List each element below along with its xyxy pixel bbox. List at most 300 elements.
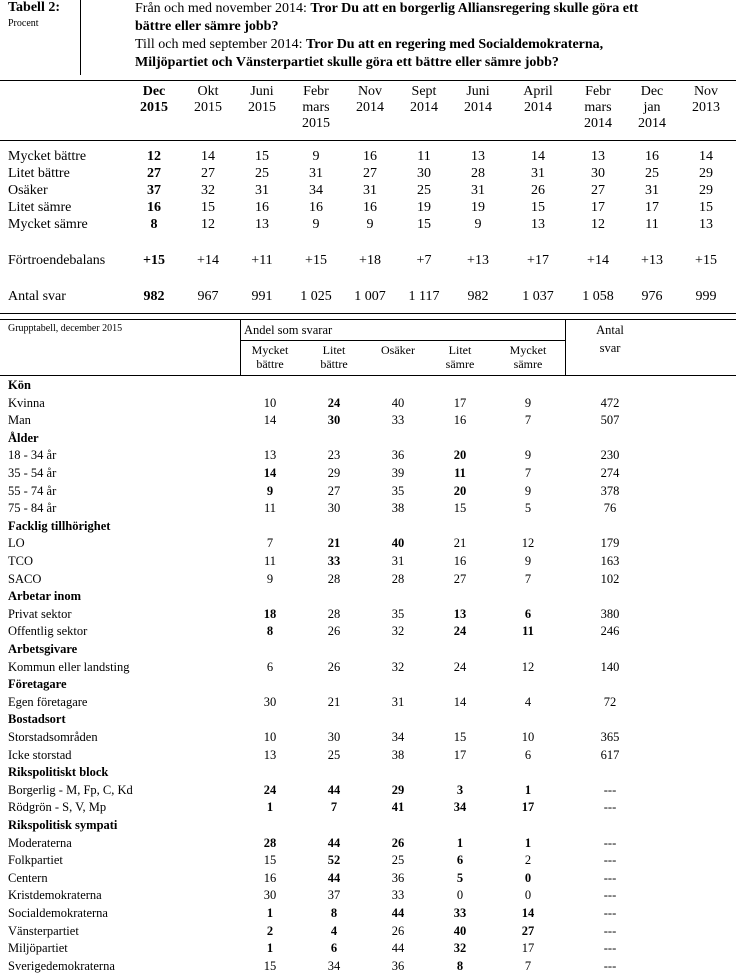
count-cell: --- bbox=[603, 853, 617, 868]
table-cell: 13 bbox=[531, 217, 545, 232]
table-cell: 10 bbox=[521, 730, 535, 744]
table-cell: 9 bbox=[312, 217, 320, 232]
table-cell: 30 bbox=[417, 166, 431, 181]
table-cell: 0 bbox=[456, 888, 464, 903]
row-label: 55 - 74 år bbox=[8, 483, 57, 498]
table-cell: +18 bbox=[359, 253, 381, 268]
row-label: Icke storstad bbox=[8, 747, 72, 762]
row-label: Kommun eller landsting bbox=[8, 659, 130, 674]
question-prefix: Från och med november 2014: bbox=[135, 1, 311, 16]
table-cell: 6 bbox=[266, 659, 274, 674]
table-cell: 6 bbox=[330, 941, 338, 956]
row-label: Kristdemokraterna bbox=[8, 888, 102, 903]
count-cell: 274 bbox=[600, 466, 620, 480]
table-cell: +17 bbox=[527, 253, 549, 268]
column-header: mars bbox=[302, 100, 330, 115]
table-cell: 4 bbox=[524, 694, 532, 709]
table-cell: 25 bbox=[417, 183, 431, 198]
group-right-divider bbox=[565, 320, 566, 375]
table-cell: 25 bbox=[645, 166, 659, 181]
table-cell: 9 bbox=[366, 217, 374, 232]
table-cell: 32 bbox=[453, 941, 467, 956]
table-cell: 7 bbox=[330, 800, 338, 815]
table-cell: 15 bbox=[699, 200, 713, 215]
table-cell: 1 bbox=[456, 835, 464, 850]
table-cell: 14 bbox=[201, 149, 215, 164]
table-cell: 34 bbox=[391, 730, 405, 744]
row-label: Borgerlig - M, Fp, C, Kd bbox=[8, 782, 133, 797]
table-cell: 15 bbox=[531, 200, 545, 215]
row-label: SACO bbox=[8, 571, 42, 586]
table-cell: 28 bbox=[263, 835, 277, 850]
row-label: 18 - 34 år bbox=[8, 448, 57, 463]
table-cell: 33 bbox=[391, 888, 405, 903]
balance-label: Förtroendebalans bbox=[8, 253, 106, 268]
column-header: 2013 bbox=[692, 100, 720, 115]
table-cell: 982 bbox=[467, 289, 489, 304]
table-cell: 15 bbox=[453, 730, 467, 744]
table-cell: 25 bbox=[255, 166, 269, 181]
column-header: 2014 bbox=[524, 100, 552, 115]
count-cell: 76 bbox=[603, 501, 617, 516]
table-cell: 31 bbox=[391, 694, 405, 709]
count-cell: 230 bbox=[600, 448, 620, 463]
table-cell: 40 bbox=[391, 395, 405, 410]
table-cell: 26 bbox=[531, 183, 545, 198]
table-cell: 27 bbox=[521, 923, 535, 938]
row-label: Privat sektor bbox=[8, 606, 72, 621]
table-cell: 12 bbox=[201, 217, 215, 232]
table-cell: 31 bbox=[391, 554, 405, 568]
table-cell: 14 bbox=[263, 413, 277, 428]
table-cell: 30 bbox=[263, 694, 277, 709]
table-cell: 16 bbox=[263, 870, 277, 885]
row-label: Litet sämre bbox=[8, 200, 72, 215]
column-header: 2014 bbox=[410, 100, 438, 115]
table-cell: 15 bbox=[453, 501, 467, 516]
table-cell: 24 bbox=[263, 782, 277, 797]
table-cell: 2 bbox=[266, 923, 274, 938]
table-cell: 13 bbox=[255, 217, 269, 232]
table-cell: 32 bbox=[201, 183, 215, 198]
table-cell: 7 bbox=[266, 536, 274, 551]
row-label: Vänsterpartiet bbox=[8, 923, 79, 938]
table3-top-rule bbox=[0, 319, 736, 320]
table-cell: 17 bbox=[521, 800, 535, 815]
question-line bbox=[135, 36, 638, 54]
table-cell: 30 bbox=[263, 888, 277, 903]
table-cell: 31 bbox=[309, 166, 323, 181]
column-header: Mycket bbox=[251, 343, 289, 357]
count-cell: 617 bbox=[600, 747, 620, 762]
column-header: Juni bbox=[466, 84, 490, 99]
table-cell: 33 bbox=[391, 413, 405, 428]
column-header: Nov bbox=[357, 84, 383, 99]
table-cell: 27 bbox=[327, 483, 341, 498]
column-header: jan bbox=[643, 100, 661, 115]
count-cell: --- bbox=[603, 941, 617, 956]
column-header: mars bbox=[584, 100, 612, 115]
question-line bbox=[135, 0, 638, 18]
table-cell: 21 bbox=[327, 536, 341, 551]
table-cell: 4 bbox=[330, 923, 338, 938]
question-line bbox=[135, 18, 638, 36]
table-cell: 31 bbox=[645, 183, 659, 198]
table-cell: 15 bbox=[417, 217, 431, 232]
column-header: April bbox=[523, 84, 553, 99]
table-cell: +13 bbox=[467, 253, 489, 268]
table-cell: 15 bbox=[255, 149, 269, 164]
table-cell: 15 bbox=[263, 958, 277, 973]
group-table-title: Grupptabell, december 2015 bbox=[8, 323, 123, 334]
table-cell: 24 bbox=[453, 659, 467, 674]
table-cell: 27 bbox=[591, 183, 605, 198]
section-heading: Facklig tillhörighet bbox=[8, 518, 111, 533]
table-cell: 6 bbox=[524, 747, 532, 762]
table-cell: +15 bbox=[695, 253, 717, 268]
table-cell: 9 bbox=[266, 571, 274, 586]
table-cell: 14 bbox=[453, 694, 467, 709]
table-cell: 35 bbox=[391, 483, 405, 498]
question-text bbox=[135, 0, 638, 72]
table-cell: 20 bbox=[453, 448, 467, 463]
table-cell: 36 bbox=[391, 448, 405, 463]
table-cell: 7 bbox=[524, 466, 532, 480]
table-cell: 1 025 bbox=[300, 289, 332, 304]
table-cell: 28 bbox=[327, 571, 341, 586]
table-cell: 16 bbox=[363, 149, 377, 164]
table-cell: 6 bbox=[524, 606, 532, 621]
row-label: Miljöpartiet bbox=[8, 941, 68, 956]
count-cell: --- bbox=[603, 958, 617, 973]
table-cell: 36 bbox=[391, 958, 405, 973]
count-cell: --- bbox=[603, 923, 617, 938]
table-cell: 26 bbox=[391, 835, 405, 850]
count-cell: 179 bbox=[600, 536, 620, 551]
table-cell: 39 bbox=[391, 466, 405, 480]
row-label: Sverigedemokraterna bbox=[8, 958, 115, 973]
table-cell: 991 bbox=[251, 289, 273, 304]
count-cell: 102 bbox=[600, 571, 620, 586]
column-header: bättre bbox=[256, 357, 284, 371]
count-cell: --- bbox=[603, 800, 617, 815]
table-cell: 13 bbox=[471, 149, 485, 164]
row-label: Kvinna bbox=[8, 395, 45, 410]
table-cell: 9 bbox=[266, 483, 274, 498]
table-cell: 20 bbox=[453, 483, 467, 498]
table-cell: 30 bbox=[327, 413, 341, 428]
row-label: Osäker bbox=[8, 183, 48, 198]
table-cell: 9 bbox=[524, 395, 532, 410]
table-cell: 44 bbox=[391, 941, 405, 956]
table-cell: 33 bbox=[327, 554, 341, 568]
table-cell: 44 bbox=[327, 870, 341, 885]
table-cell: 40 bbox=[391, 536, 405, 551]
table-cell: 30 bbox=[327, 501, 341, 516]
table-cell: 967 bbox=[197, 289, 219, 304]
section-heading: Arbetar inom bbox=[8, 589, 82, 604]
table-cell: 14 bbox=[531, 149, 545, 164]
row-label: TCO bbox=[8, 554, 33, 568]
table-cell: 16 bbox=[645, 149, 659, 164]
table-cell: 5 bbox=[524, 501, 532, 516]
column-header: 2014 bbox=[356, 100, 384, 115]
count-cell: 163 bbox=[600, 554, 620, 568]
table-cell: 13 bbox=[591, 149, 605, 164]
count-cell: 380 bbox=[600, 606, 620, 621]
table-cell: 44 bbox=[327, 782, 341, 797]
table-cell: 1 007 bbox=[354, 289, 386, 304]
table-cell: 27 bbox=[201, 166, 215, 181]
row-label: Litet bättre bbox=[8, 166, 70, 181]
table-cell: 17 bbox=[453, 747, 467, 762]
count-cell: 507 bbox=[600, 413, 620, 428]
column-header: 2015 bbox=[140, 100, 168, 115]
table-cell: 21 bbox=[453, 536, 467, 551]
table-cell: 23 bbox=[327, 448, 341, 463]
table-cell: 8 bbox=[150, 217, 158, 232]
table-cell: 12 bbox=[591, 217, 605, 232]
column-header: 2014 bbox=[464, 100, 492, 115]
table-cell: 976 bbox=[641, 289, 663, 304]
column-header: Sept bbox=[411, 84, 437, 99]
column-header: Litet bbox=[448, 343, 472, 357]
table-cell: 21 bbox=[327, 694, 341, 709]
table3-header-rule bbox=[0, 375, 736, 376]
row-label: Socialdemokraterna bbox=[8, 906, 108, 920]
column-header: Mycket bbox=[509, 343, 547, 357]
table-cell: +15 bbox=[305, 253, 327, 268]
question-text-bold: Tror Du att en borgerlig Alliansregering skulle göra ett bbox=[310, 1, 639, 16]
count-cell: --- bbox=[603, 906, 617, 920]
count-cell: --- bbox=[603, 835, 617, 850]
table-cell: +14 bbox=[197, 253, 219, 268]
column-header: 2015 bbox=[302, 116, 330, 131]
row-label: Folkpartiet bbox=[8, 853, 63, 868]
count-header-2: svar bbox=[599, 341, 621, 355]
table-cell: 10 bbox=[263, 395, 277, 410]
table-cell: 14 bbox=[521, 906, 535, 920]
row-label: Egen företagare bbox=[8, 694, 88, 709]
group-header: Andel som svarar bbox=[244, 323, 333, 337]
table-cell: 16 bbox=[363, 200, 377, 215]
table-cell: 37 bbox=[147, 183, 161, 198]
table-cell: 17 bbox=[645, 200, 659, 215]
count-cell: 378 bbox=[600, 483, 620, 498]
table-cell: 16 bbox=[255, 200, 269, 215]
table-cell: 15 bbox=[263, 853, 277, 868]
table-cell: 8 bbox=[266, 624, 274, 639]
question-text-bold: bättre eller sämre jobb? bbox=[135, 19, 279, 34]
table-cell: 14 bbox=[699, 149, 713, 164]
table-cell: 29 bbox=[391, 782, 405, 797]
table-cell: 9 bbox=[312, 149, 320, 164]
table2-top-rule bbox=[0, 80, 736, 81]
row-label: LO bbox=[8, 536, 25, 551]
group-header-rule bbox=[240, 340, 565, 341]
table-cell: 31 bbox=[471, 183, 485, 198]
column-header: sämre bbox=[513, 357, 543, 371]
table-cell: 19 bbox=[471, 200, 485, 215]
table-cell: 35 bbox=[391, 606, 405, 621]
table-cell: 8 bbox=[330, 906, 338, 920]
count-cell: 365 bbox=[600, 730, 620, 744]
table-cell: 28 bbox=[327, 606, 341, 621]
table-cell: 12 bbox=[521, 659, 535, 674]
section-heading: Företagare bbox=[8, 677, 67, 692]
count-label: Antal svar bbox=[8, 289, 66, 304]
question-prefix: Till och med september 2014: bbox=[135, 37, 306, 52]
table-cell: 13 bbox=[699, 217, 713, 232]
table-cell: 11 bbox=[417, 149, 431, 164]
column-header: Febr bbox=[585, 84, 611, 99]
table-cell: 3 bbox=[456, 782, 464, 797]
table-cell: 40 bbox=[453, 923, 467, 938]
table-cell: 29 bbox=[699, 183, 713, 198]
section-heading: Rikspolitiskt block bbox=[8, 765, 109, 780]
table-cell: 1 058 bbox=[582, 289, 614, 304]
table-cell: 44 bbox=[327, 835, 341, 850]
row-label: Storstadsområden bbox=[8, 730, 98, 744]
table-cell: 28 bbox=[471, 166, 485, 181]
table-cell: 10 bbox=[263, 730, 277, 744]
table-cell: 17 bbox=[453, 395, 467, 410]
table-cell: 11 bbox=[263, 501, 277, 516]
table-cell: 0 bbox=[524, 888, 532, 903]
column-header: Dec bbox=[142, 84, 166, 99]
table-cell: 13 bbox=[263, 448, 277, 463]
table-cell: 15 bbox=[201, 200, 215, 215]
table2-header-rule bbox=[0, 140, 736, 141]
table-cell: 52 bbox=[327, 853, 341, 868]
column-header: 2015 bbox=[248, 100, 276, 115]
count-cell: 472 bbox=[600, 395, 620, 410]
table-cell: 9 bbox=[474, 217, 482, 232]
table-cell: 34 bbox=[453, 800, 467, 815]
table-cell: 9 bbox=[524, 554, 532, 568]
table-cell: 27 bbox=[453, 571, 467, 586]
count-cell: 72 bbox=[603, 694, 617, 709]
column-header: Osäker bbox=[381, 343, 415, 357]
table-cell: 14 bbox=[263, 466, 277, 480]
table-cell: 2 bbox=[524, 853, 532, 868]
table-cell: 18 bbox=[263, 606, 277, 621]
count-header-1: Antal bbox=[596, 323, 624, 337]
table-cell: 982 bbox=[143, 289, 165, 304]
table-cell: 32 bbox=[391, 659, 405, 674]
table-cell: 1 bbox=[524, 782, 532, 797]
count-cell: --- bbox=[603, 888, 617, 903]
table-cell: 9 bbox=[524, 448, 532, 463]
column-header: sämre bbox=[445, 357, 475, 371]
table-cell: 27 bbox=[147, 166, 161, 181]
table-cell: 30 bbox=[327, 730, 341, 744]
table-cell: 1 bbox=[524, 835, 532, 850]
table-cell: 8 bbox=[456, 958, 464, 973]
column-header: bättre bbox=[320, 357, 348, 371]
table-cell: 0 bbox=[524, 870, 532, 885]
table-cell: 11 bbox=[522, 624, 534, 639]
title-divider bbox=[80, 0, 81, 75]
table-cell: 16 bbox=[147, 200, 161, 215]
section-heading: Rikspolitisk sympati bbox=[8, 818, 118, 832]
column-header: Febr bbox=[303, 84, 329, 99]
question-text-bold: Miljöpartiet och Vänsterpartiet skulle göra ett bättre eller sämre jobb? bbox=[135, 55, 559, 70]
table-cell: 12 bbox=[147, 149, 161, 164]
table-cell: 34 bbox=[309, 183, 323, 198]
table-cell: +13 bbox=[641, 253, 663, 268]
section-heading: Kön bbox=[8, 378, 31, 392]
table-cell: +14 bbox=[587, 253, 609, 268]
table-cell: +15 bbox=[143, 253, 165, 268]
table-cell: 31 bbox=[363, 183, 377, 198]
count-cell: 140 bbox=[600, 659, 620, 674]
table-cell: 1 bbox=[266, 800, 274, 815]
table-cell: 1 117 bbox=[408, 289, 440, 304]
section-heading: Ålder bbox=[8, 430, 39, 445]
row-label: 35 - 54 år bbox=[8, 466, 57, 480]
table-cell: 11 bbox=[263, 554, 277, 568]
table-cell: 32 bbox=[391, 624, 405, 639]
table-cell: 1 037 bbox=[522, 289, 554, 304]
table-cell: 1 bbox=[266, 906, 274, 920]
question-text-bold: Tror Du att en regering med Socialdemokraterna, bbox=[305, 37, 604, 52]
section-heading: Arbetsgivare bbox=[8, 642, 78, 656]
table-cell: 12 bbox=[521, 536, 535, 551]
column-header: 2014 bbox=[638, 116, 666, 131]
count-cell: --- bbox=[603, 782, 617, 797]
table-cell: 7 bbox=[524, 958, 532, 973]
table-cell: 37 bbox=[327, 888, 341, 903]
table-cell: 28 bbox=[391, 571, 405, 586]
question-line bbox=[135, 54, 638, 72]
column-header: Juni bbox=[250, 84, 274, 99]
table-cell: 31 bbox=[531, 166, 545, 181]
table-cell: 24 bbox=[453, 624, 467, 639]
table-cell: 26 bbox=[327, 659, 341, 674]
row-label: Man bbox=[8, 413, 31, 428]
table-cell: 38 bbox=[391, 747, 405, 762]
row-label: Mycket bättre bbox=[8, 149, 87, 164]
column-header: Nov bbox=[693, 84, 719, 99]
table-cell: 29 bbox=[327, 466, 341, 480]
count-cell: 246 bbox=[600, 624, 620, 639]
table-cell: 29 bbox=[699, 166, 713, 181]
table-cell: 26 bbox=[391, 923, 405, 938]
table-cell: 25 bbox=[391, 853, 405, 868]
row-label: Offentlig sektor bbox=[8, 624, 88, 639]
table2-bottom-rule bbox=[0, 313, 736, 314]
count-cell: --- bbox=[603, 870, 617, 885]
table-subtitle: Procent bbox=[8, 18, 39, 29]
row-label: Centern bbox=[8, 870, 48, 885]
row-label: Rödgrön - S, V, Mp bbox=[8, 800, 107, 815]
table-cell: 16 bbox=[309, 200, 323, 215]
table-cell: 34 bbox=[327, 958, 341, 973]
table-cell: 999 bbox=[695, 289, 717, 304]
column-header: Dec bbox=[640, 84, 664, 99]
section-heading: Bostadsort bbox=[8, 712, 66, 727]
table-cell: 26 bbox=[327, 624, 341, 639]
table-cell: +7 bbox=[416, 253, 432, 268]
row-label: 75 - 84 år bbox=[8, 501, 57, 516]
table-cell: 13 bbox=[453, 606, 467, 621]
table-cell: 41 bbox=[391, 800, 405, 815]
table-cell: 11 bbox=[454, 466, 466, 480]
table-cell: 31 bbox=[255, 183, 269, 198]
table-cell: 17 bbox=[591, 200, 605, 215]
table-cell: 7 bbox=[524, 571, 532, 586]
